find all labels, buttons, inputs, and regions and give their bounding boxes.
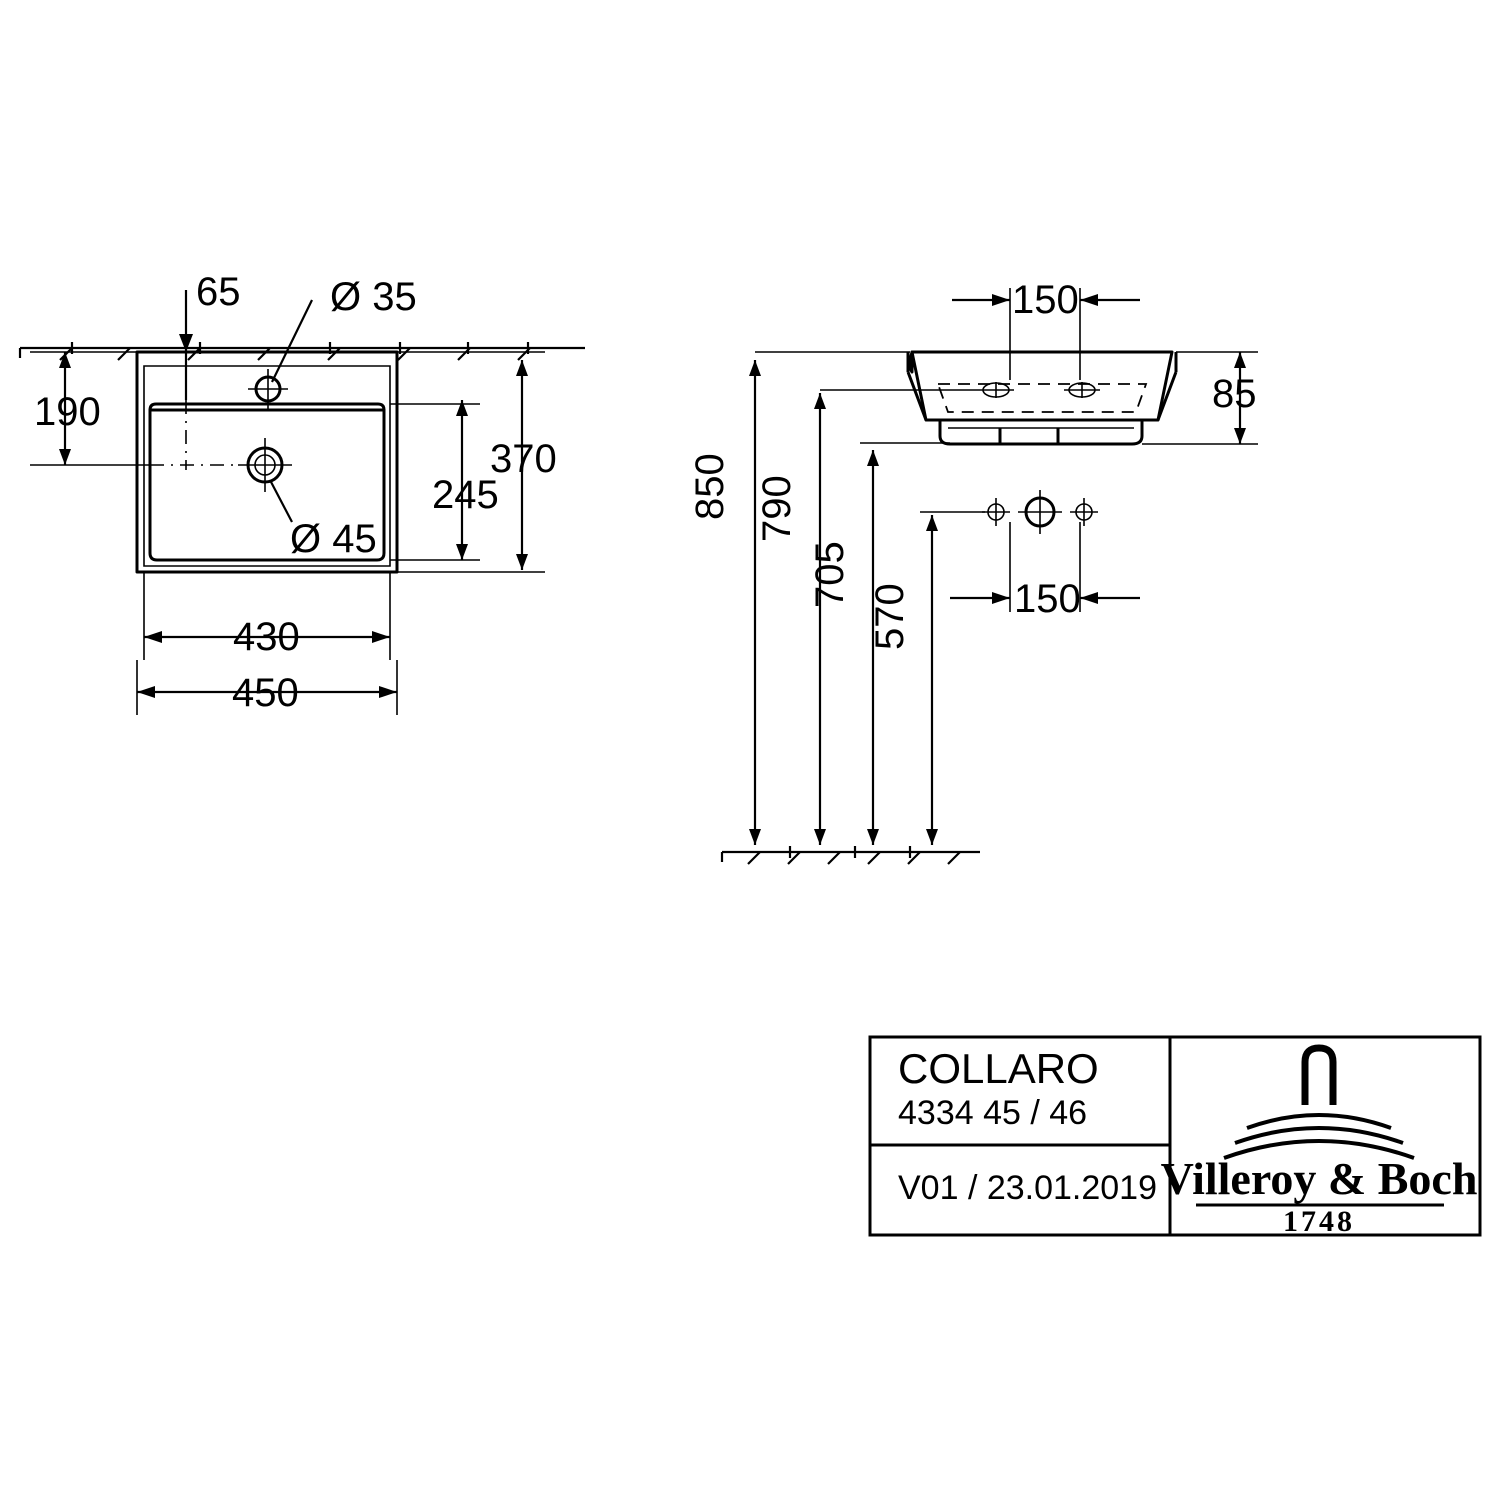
dim-65 bbox=[179, 290, 193, 400]
title-product-name: COLLARO bbox=[898, 1045, 1099, 1092]
dim-leader-d45 bbox=[270, 480, 292, 522]
front-view-floor-line bbox=[722, 846, 980, 864]
brand-name: Villeroy & Boch bbox=[1160, 1153, 1478, 1204]
title-block bbox=[870, 1037, 1480, 1238]
dim-label-85: 85 bbox=[1212, 372, 1257, 416]
dim-leader-d35 bbox=[272, 300, 312, 382]
dim-label-150-top: 150 bbox=[1012, 278, 1079, 322]
dim-label-570: 570 bbox=[868, 583, 912, 650]
dim-label-190: 190 bbox=[34, 390, 101, 434]
dim-label-790: 790 bbox=[755, 475, 799, 542]
dim-label-150-bottom: 150 bbox=[1014, 577, 1081, 621]
dim-label-705: 705 bbox=[808, 541, 852, 608]
dim-label-430: 430 bbox=[233, 615, 300, 659]
dim-label-850: 850 bbox=[688, 453, 732, 520]
dim-label-450: 450 bbox=[232, 671, 299, 715]
dim-label-370: 370 bbox=[490, 437, 557, 481]
dim-570 bbox=[920, 512, 985, 845]
waste-hole bbox=[238, 438, 292, 492]
dim-label-d45: Ø 45 bbox=[290, 517, 377, 561]
brand-year: 1748 bbox=[1283, 1205, 1355, 1238]
front-view bbox=[688, 278, 1258, 864]
dim-label-65: 65 bbox=[196, 270, 241, 314]
title-revision: V01 / 23.01.2019 bbox=[898, 1169, 1158, 1207]
title-article-number: 4334 45 / 46 bbox=[898, 1094, 1088, 1132]
top-view bbox=[20, 270, 585, 715]
dim-label-245: 245 bbox=[432, 473, 499, 517]
dim-label-d35: Ø 35 bbox=[330, 275, 417, 319]
